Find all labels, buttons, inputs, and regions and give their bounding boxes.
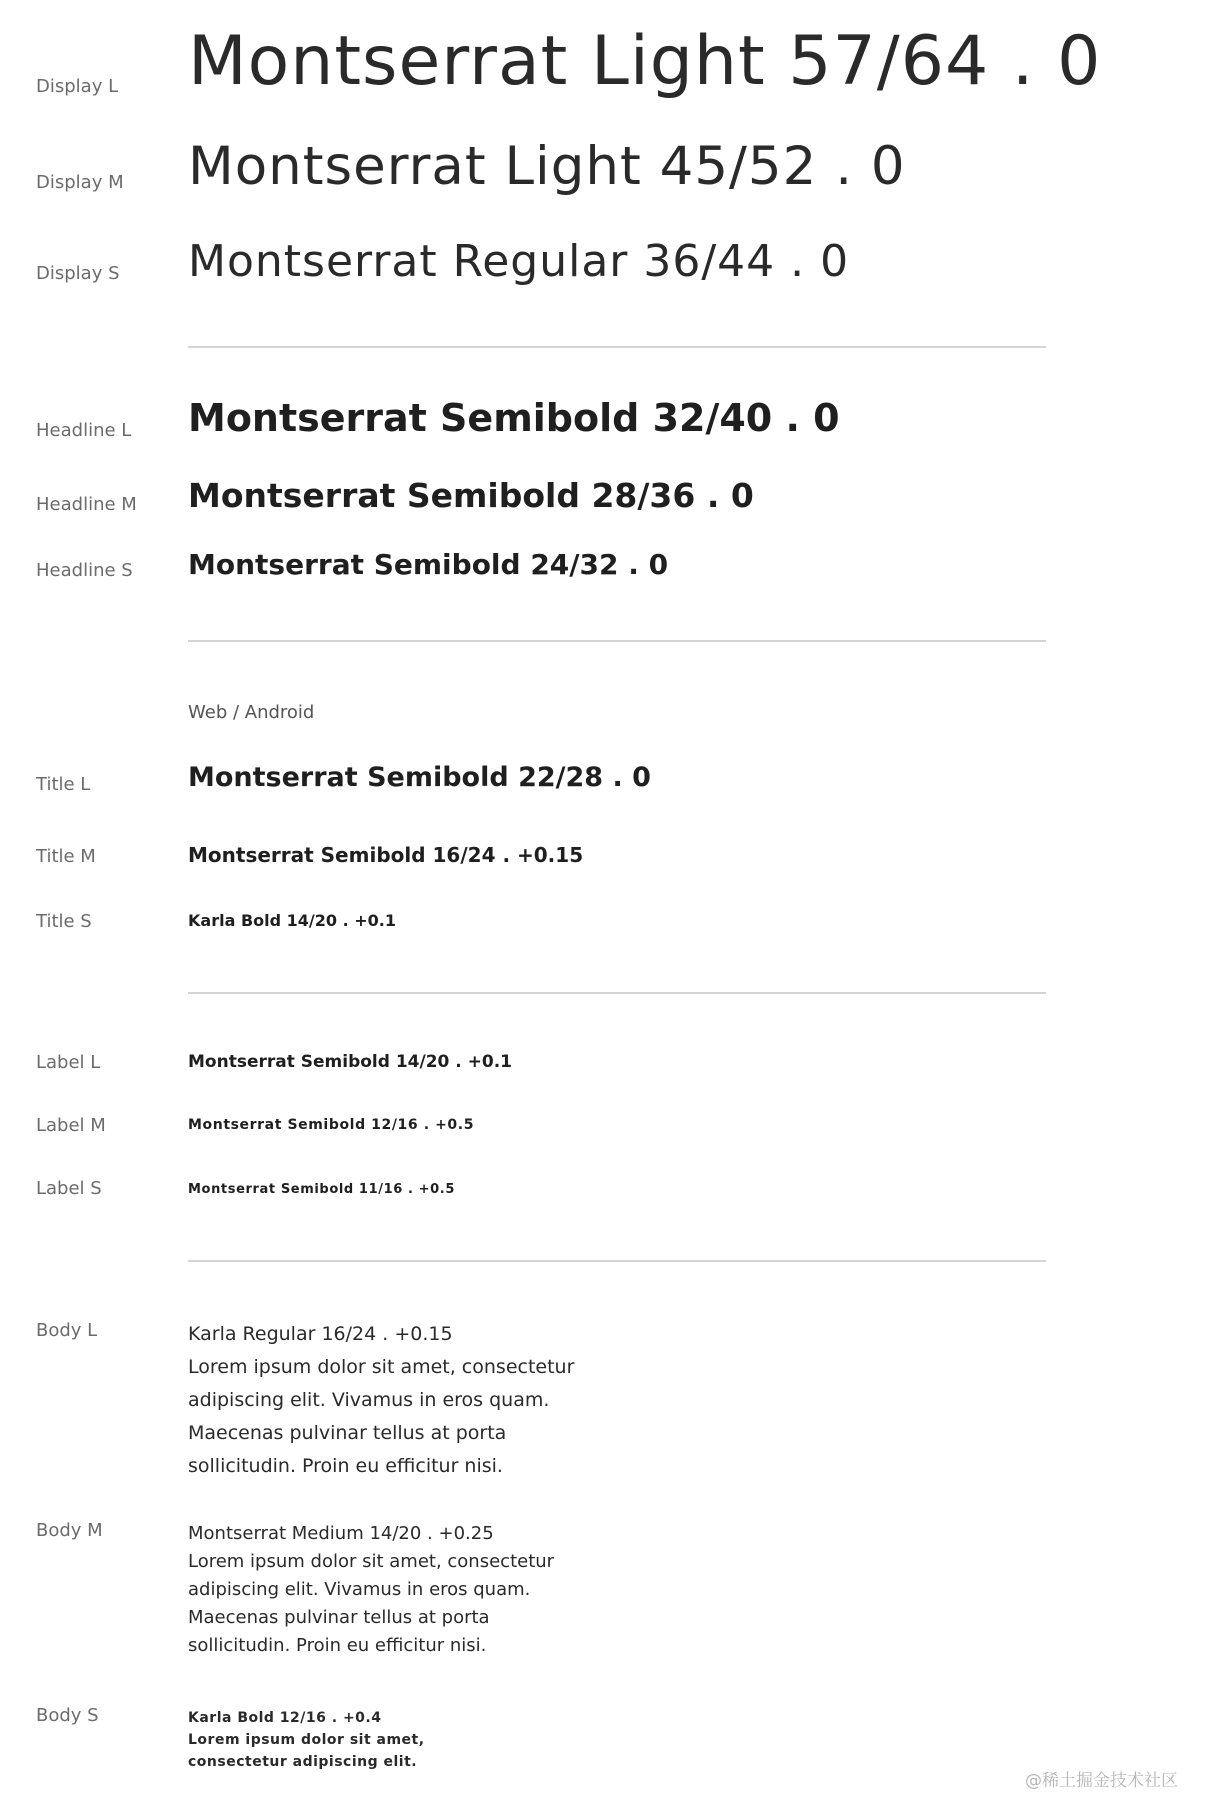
title-s-label: Title S xyxy=(36,911,92,932)
divider-title xyxy=(188,992,1046,994)
body-m-block xyxy=(188,1520,554,1660)
body-s-label: Body S xyxy=(36,1705,99,1726)
label-s-label: Label S xyxy=(36,1178,102,1199)
body-m-spec: Montserrat Medium 14/20 . +0.25 xyxy=(188,1523,494,1544)
body-l-block xyxy=(188,1318,574,1483)
body-l-line: Lorem ipsum dolor sit amet, consectetur xyxy=(188,1356,575,1378)
body-l-label: Body L xyxy=(36,1320,98,1341)
label-s-spec: Montserrat Semibold 11/16 . +0.5 xyxy=(188,1182,455,1197)
body-m-label: Body M xyxy=(36,1520,103,1541)
divider-display xyxy=(188,346,1046,348)
headline-l-spec: Montserrat Semibold 32/40 . 0 xyxy=(188,396,840,440)
display-s-spec: Montserrat Regular 36/44 . 0 xyxy=(188,236,850,287)
body-m-line: adipiscing elit. Vivamus in eros quam. xyxy=(188,1579,531,1600)
body-l-line: Maecenas pulvinar tellus at porta xyxy=(188,1422,507,1444)
title-l-label: Title L xyxy=(36,774,91,795)
display-m-label: Display M xyxy=(36,172,124,193)
body-m-line: Maecenas pulvinar tellus at porta xyxy=(188,1607,490,1628)
label-l-label: Label L xyxy=(36,1052,101,1073)
watermark: @稀土掘金技术社区 xyxy=(1025,1771,1178,1791)
display-m-spec: Montserrat Light 45/52 . 0 xyxy=(188,136,906,197)
title-s-spec: Karla Bold 14/20 . +0.1 xyxy=(188,911,396,930)
headline-s-spec: Montserrat Semibold 24/32 . 0 xyxy=(188,548,669,581)
display-l-label: Display L xyxy=(36,76,119,97)
title-m-spec: Montserrat Semibold 16/24 . +0.15 xyxy=(188,843,584,867)
label-l-spec: Montserrat Semibold 14/20 . +0.1 xyxy=(188,1052,513,1072)
headline-l-label: Headline L xyxy=(36,420,132,441)
title-l-spec: Montserrat Semibold 22/28 . 0 xyxy=(188,762,651,793)
body-l-line: sollicitudin. Proin eu efficitur nisi. xyxy=(188,1455,503,1477)
body-l-spec: Karla Regular 16/24 . +0.15 xyxy=(188,1323,453,1345)
title-m-label: Title M xyxy=(36,846,96,867)
label-m-label: Label M xyxy=(36,1115,106,1136)
platform-note: Web / Android xyxy=(188,702,315,723)
body-s-line: Lorem ipsum dolor sit amet, xyxy=(188,1732,425,1748)
label-m-spec: Montserrat Semibold 12/16 . +0.5 xyxy=(188,1117,475,1133)
body-s-block xyxy=(188,1707,425,1773)
headline-m-label: Headline M xyxy=(36,494,137,515)
body-s-spec: Karla Bold 12/16 . +0.4 xyxy=(188,1710,382,1726)
body-m-line: sollicitudin. Proin eu efficitur nisi. xyxy=(188,1635,487,1656)
headline-m-spec: Montserrat Semibold 28/36 . 0 xyxy=(188,476,754,515)
body-s-line: consectetur adipiscing elit. xyxy=(188,1754,418,1770)
headline-s-label: Headline S xyxy=(36,560,133,581)
display-s-label: Display S xyxy=(36,263,120,284)
divider-headline xyxy=(188,640,1046,642)
display-l-spec: Montserrat Light 57/64 . 0 xyxy=(188,22,1102,101)
body-m-line: Lorem ipsum dolor sit amet, consectetur xyxy=(188,1551,555,1572)
body-l-line: adipiscing elit. Vivamus in eros quam. xyxy=(188,1389,550,1411)
divider-label xyxy=(188,1260,1046,1262)
